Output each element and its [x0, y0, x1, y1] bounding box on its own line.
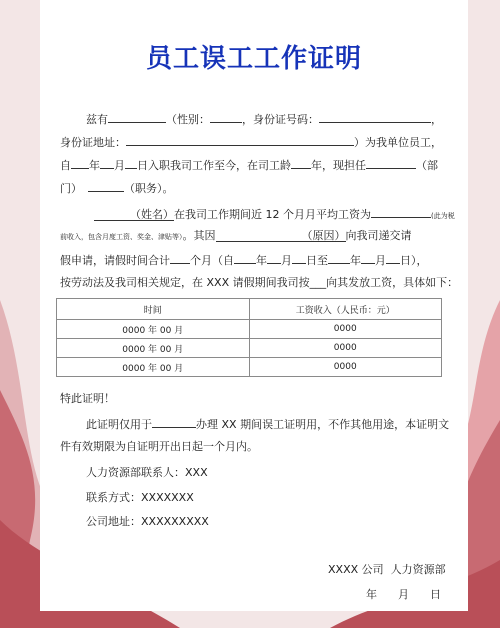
text: 兹有: [86, 113, 108, 126]
id-address-blank: [126, 134, 354, 146]
signature-date: 年 月 日: [366, 588, 441, 601]
signature-company: XXXX 公司 人力资源部: [328, 563, 446, 576]
avg-salary-blank: [371, 206, 431, 218]
day-blank: [125, 157, 137, 169]
text: 年: [350, 254, 361, 267]
paragraph-2-line-3: [60, 252, 428, 268]
paragraph-2-line-1: [94, 206, 455, 223]
start-day-blank: [292, 252, 306, 264]
text: ，身份证号码：: [242, 113, 319, 126]
job-title-blank: [88, 180, 124, 192]
text: 假申请，请假时间合计: [60, 254, 170, 267]
document-page: [40, 0, 468, 611]
start-month-blank: [267, 252, 281, 264]
text: 。其因: [182, 229, 216, 242]
text: 日至: [306, 254, 328, 267]
paragraph-3-line-2: 件有效期限为自证明开出日起一个月内。: [60, 440, 258, 453]
text: 月: [114, 159, 125, 172]
leave-months-blank: [170, 252, 190, 264]
position-blank: [366, 157, 416, 169]
paragraph-3-line-1: [86, 416, 449, 432]
text: 个月（自: [190, 254, 234, 267]
text: 年: [256, 254, 267, 267]
table-row: [57, 358, 442, 377]
text: ，: [431, 113, 442, 126]
start-year-blank: [234, 252, 256, 264]
paragraph-1-line-1: [86, 111, 442, 127]
text: 向我司递交请: [345, 229, 412, 242]
year-blank: [71, 157, 89, 169]
id-number-blank: [319, 111, 431, 123]
text: 自: [60, 159, 71, 172]
end-month-blank: [361, 252, 375, 264]
text: 月: [281, 254, 292, 267]
employee-name-blank: （姓名）: [94, 209, 174, 221]
closing-statement: 特此证明！: [60, 392, 115, 405]
text: 月: [375, 254, 386, 267]
cell-time: 0000 年 00 月: [57, 320, 250, 339]
salary-table: [56, 298, 442, 377]
text: （性别：: [166, 113, 210, 126]
text: 年，现担任: [311, 159, 366, 172]
purpose-blank: [152, 416, 196, 428]
cell-income: 0000: [249, 320, 442, 339]
text: 日入职我司工作至今，在司工龄: [137, 159, 291, 172]
text: 门）: [60, 182, 82, 195]
paragraph-1-line-3: [60, 157, 438, 173]
cell-income: 0000: [249, 358, 442, 377]
reason-blank: （原因）: [216, 230, 346, 242]
text: 年: [89, 159, 100, 172]
paragraph-1-line-2: [60, 134, 442, 150]
table-row: [57, 339, 442, 358]
column-header-income: 工资收入（人民币：元）: [249, 299, 442, 320]
income-note-text: 前收入，包含月度工资、奖金、津贴等）: [60, 233, 183, 241]
table-row: [57, 320, 442, 339]
paragraph-2-line-2: [60, 229, 412, 244]
tax-note-text: (此为税: [431, 212, 455, 220]
contact-phone: 联系方式：XXXXXXX: [86, 491, 194, 504]
text: （部: [416, 159, 438, 172]
paragraph-2-line-4: 按劳动法及我司相关规定，在 XXX 请假期间我司按___向其发放工资，具体如下：: [60, 276, 459, 289]
cell-income: 0000: [249, 339, 442, 358]
company-address: 公司地址：XXXXXXXXX: [86, 515, 209, 528]
text: ）为我单位员工，: [354, 136, 442, 149]
text: 办理 XX 期间误工证明用，不作其他用途，本证明文: [196, 418, 450, 431]
text: （职务）。: [124, 182, 174, 195]
end-year-blank: [328, 252, 350, 264]
paragraph-1-line-4: [60, 180, 174, 196]
table-header-row: [57, 299, 442, 320]
text: 日），: [400, 254, 428, 267]
month-blank: [100, 157, 114, 169]
column-header-time: 时间: [57, 299, 250, 320]
text: 在我司工作期间近 12 个月月平均工资为: [174, 208, 371, 221]
name-blank: [108, 111, 166, 123]
hr-contact: 人力资源部联系人：XXX: [86, 466, 208, 479]
cell-time: 0000 年 00 月: [57, 339, 250, 358]
gender-blank: [210, 111, 242, 123]
end-day-blank: [386, 252, 400, 264]
document-title: 员工误工工作证明: [145, 44, 362, 74]
tenure-blank: [291, 157, 311, 169]
text: 此证明仅用于: [86, 418, 152, 431]
text: 身份证地址：: [60, 136, 126, 149]
cell-time: 0000 年 00 月: [57, 358, 250, 377]
